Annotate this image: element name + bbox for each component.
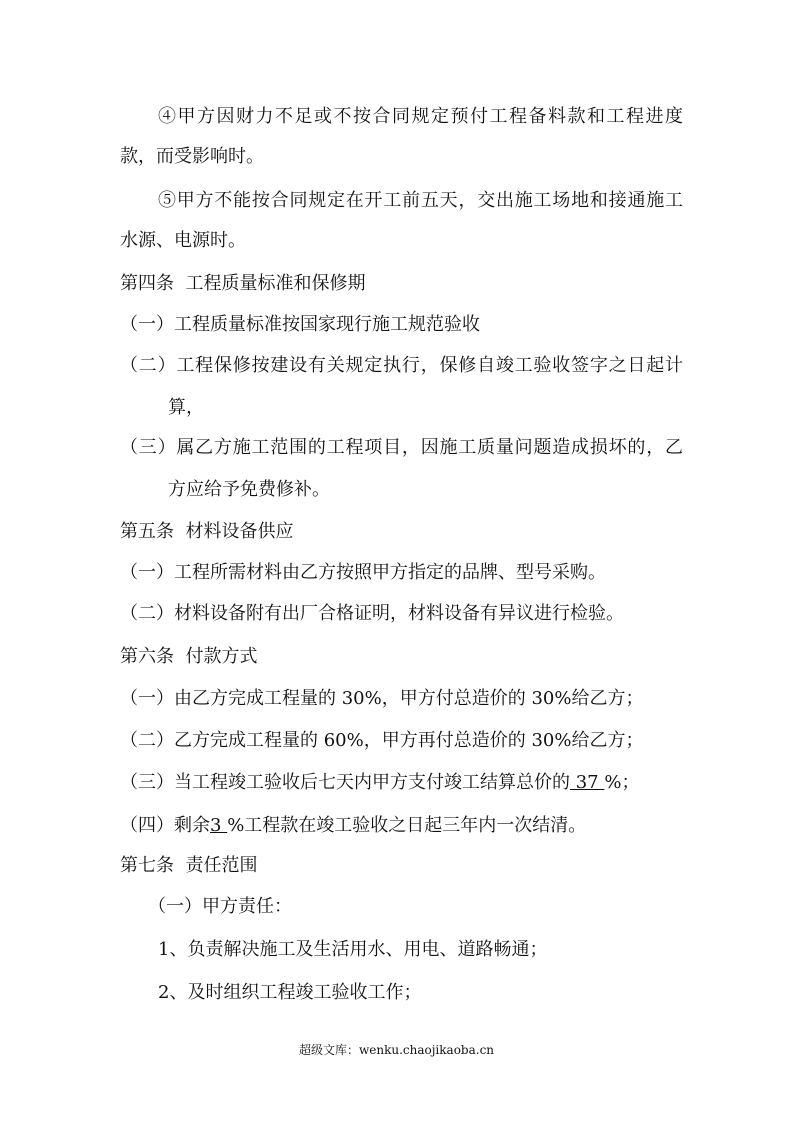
list-item: [120, 814, 586, 838]
list-item: [120, 771, 639, 795]
paragraph-line: ④甲方因财力不足或不按合同规定预付工程备料款和工程进度: [158, 106, 683, 127]
list-item: （三）属乙方施工范围的工程项目，因施工质量问题造成损坏的，乙: [120, 437, 683, 458]
paragraph-line: 款，而受影响时。: [120, 146, 264, 167]
section-heading: 第五条 材料设备供应: [120, 521, 294, 542]
retention-percent-blank: 3: [210, 815, 228, 836]
list-item-text: （三）当工程竣工验收后七天内甲方支付竣工结算总价的: [120, 772, 570, 793]
list-item-text: （四）剩余: [120, 815, 210, 836]
final-payment-percent-blank: 37: [570, 772, 605, 793]
subsection-heading: （一）甲方责任：: [148, 896, 292, 917]
list-item: （一）工程所需材料由乙方按照甲方指定的品牌、型号采购。: [120, 562, 606, 583]
list-item: （一）由乙方完成工程量的 30%，甲方付总造价的 30%给乙方；: [120, 688, 644, 709]
page-footer: 超级文库：wenku.chaojikaoba.cn: [298, 1043, 495, 1057]
section-heading: 第七条 责任范围: [120, 855, 258, 876]
list-item-text: %；: [604, 772, 640, 793]
list-item: 2、及时组织工程竣工验收工作；: [158, 982, 422, 1003]
list-item: （一）工程质量标准按国家现行施工规范验收: [120, 314, 480, 335]
list-item: （二）材料设备附有出厂合格证明，材料设备有异议进行检验。: [120, 603, 624, 624]
paragraph-line: ⑤甲方不能按合同规定在开工前五天，交出施工场地和接通施工: [158, 190, 683, 211]
list-item-continuation: 算，: [168, 397, 204, 418]
list-item: （二）工程保修按建设有关规定执行，保修自竣工验收签字之日起计: [120, 355, 683, 376]
list-item: 1、负责解决施工及生活用水、用电、道路畅通；: [158, 939, 548, 960]
section-heading: 第六条 付款方式: [120, 646, 258, 667]
list-item: （二）乙方完成工程量的 60%，甲方再付总造价的 30%给乙方；: [120, 730, 644, 751]
list-item-text: %工程款在竣工验收之日起三年内一次结清。: [227, 815, 587, 836]
section-heading: 第四条 工程质量标准和保修期: [120, 273, 366, 294]
paragraph-line: 水源、电源时。: [120, 230, 246, 251]
list-item-continuation: 方应给予免费修补。: [168, 479, 330, 500]
